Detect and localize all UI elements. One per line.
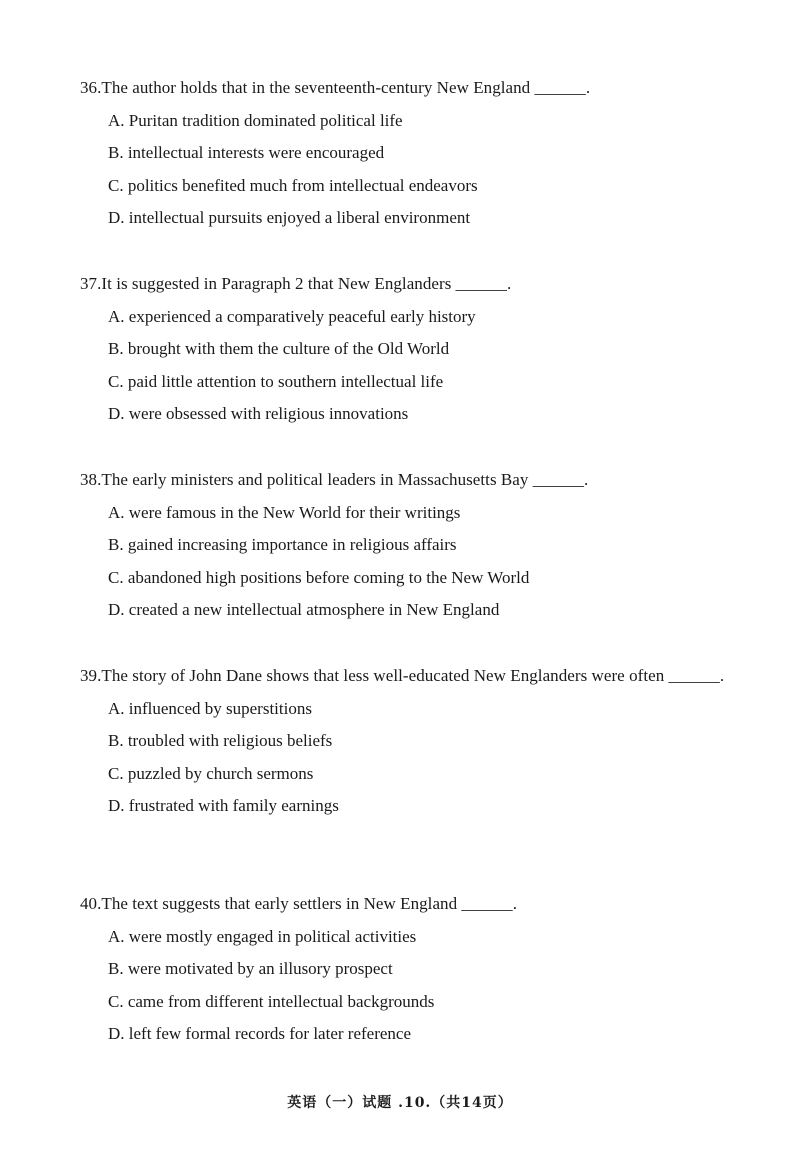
question-number: 36.	[80, 78, 102, 97]
option-c: C. abandoned high positions before coming to the New World	[108, 567, 530, 587]
question-number: 39.	[80, 666, 102, 685]
question-number: 40.	[80, 894, 102, 913]
option-b: B. gained increasing importance in religious affairs	[108, 535, 457, 554]
option-b: B. intellectual interests were encouraged	[108, 143, 385, 162]
option-list	[80, 497, 740, 627]
question-37	[80, 268, 740, 431]
option-d: D. intellectual pursuits enjoyed a liberal environment	[108, 208, 471, 227]
option-d: D. frustrated with family earnings	[108, 796, 339, 815]
question-36	[80, 72, 740, 235]
question-number: 38.	[80, 470, 102, 489]
question-text: The early ministers and political leaders in Massachusetts Bay ______.	[101, 470, 589, 489]
question-stem	[80, 660, 740, 693]
question-40	[80, 888, 740, 1051]
question-stem	[80, 888, 740, 921]
question-stem	[80, 72, 740, 105]
question-text: The text suggests that early settlers in New England ______.	[101, 894, 518, 913]
option-d: D. left few formal records for later reference	[108, 1024, 411, 1043]
question-text: The story of John Dane shows that less well-educated New Englanders were often ______.	[101, 666, 725, 685]
question-number: 37.	[80, 274, 102, 293]
option-list	[80, 921, 740, 1051]
question-stem	[80, 464, 740, 497]
option-b: B. brought with them the culture of the Old World	[108, 339, 450, 358]
option-a: A. were famous in the New World for their writings	[108, 502, 461, 522]
option-a: A. experienced a comparatively peaceful early history	[108, 306, 476, 326]
question-39	[80, 660, 740, 823]
option-a: A. influenced by superstitions	[108, 698, 312, 718]
option-b: B. troubled with religious beliefs	[108, 731, 333, 750]
option-c: C. politics benefited much from intellectual endeavors	[108, 175, 478, 195]
option-b: B. were motivated by an illusory prospect	[108, 959, 393, 978]
option-c: C. puzzled by church sermons	[108, 763, 314, 783]
option-d: D. were obsessed with religious innovations	[108, 404, 409, 423]
question-stem	[80, 268, 740, 301]
option-d: D. created a new intellectual atmosphere in New England	[108, 600, 500, 619]
question-38	[80, 464, 740, 627]
option-list	[80, 693, 740, 823]
question-text: It is suggested in Paragraph 2 that New Englanders ______.	[101, 274, 512, 293]
option-a: A. Puritan tradition dominated political life	[108, 110, 403, 130]
option-list	[80, 301, 740, 431]
question-text: The author holds that in the seventeenth-century New England ______.	[101, 78, 591, 97]
option-c: C. paid little attention to southern intellectual life	[108, 371, 444, 391]
option-c: C. came from different intellectual backgrounds	[108, 991, 435, 1011]
option-a: A. were mostly engaged in political activities	[108, 926, 417, 946]
option-list	[80, 105, 740, 235]
page-footer: 英语（一）试题 .10.（共14页）	[287, 1095, 513, 1111]
